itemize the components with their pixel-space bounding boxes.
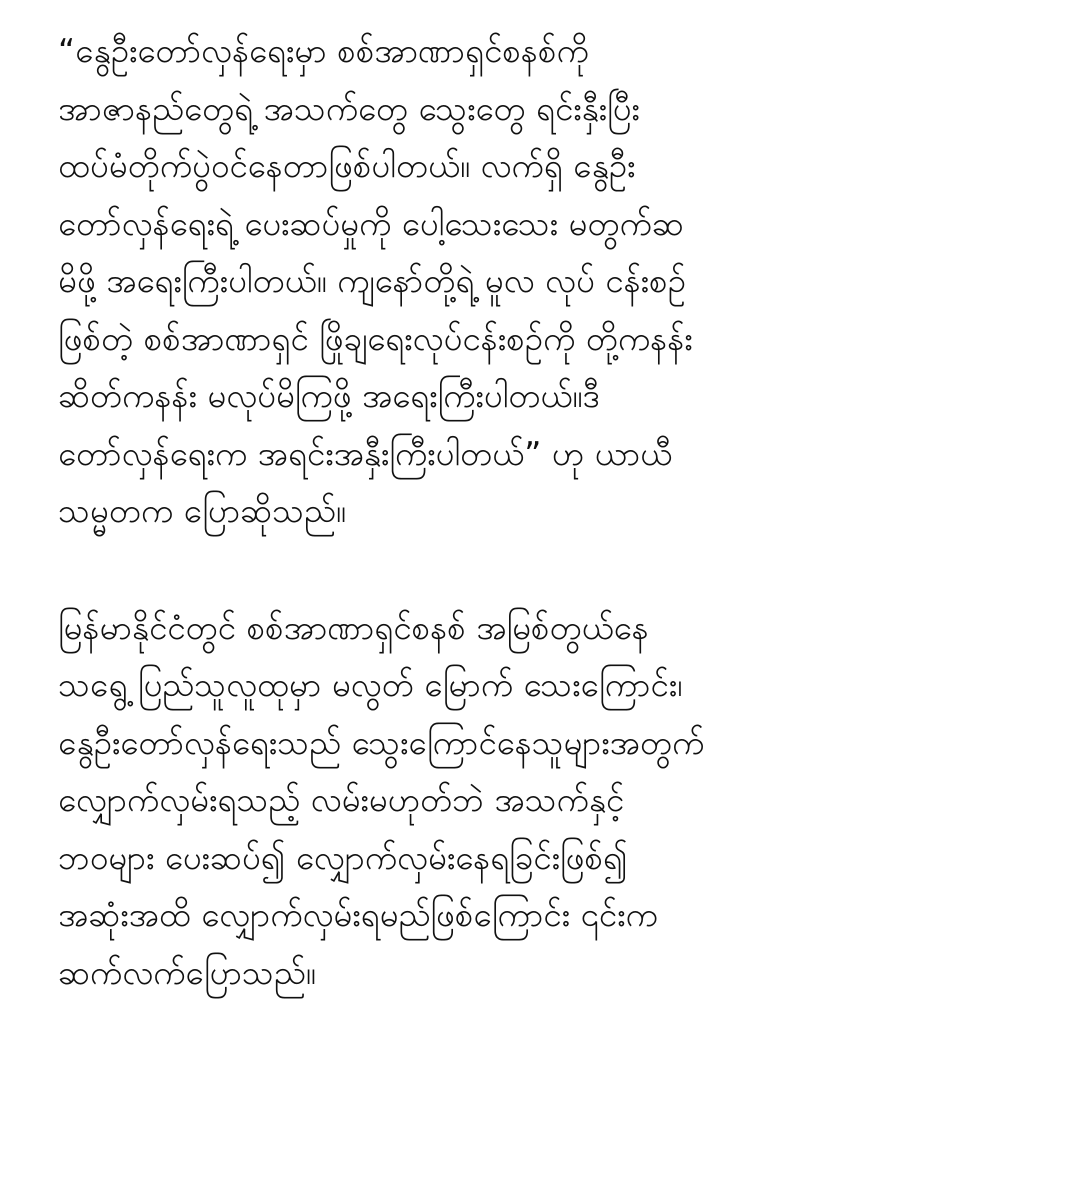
- text-line: တော်လှန်ရေးရဲ့ ပေးဆပ်မှုကို ပေါ့သေးသေး မတွက်ဆ: [58, 203, 684, 243]
- article-body: [58, 22, 1038, 1001]
- text-line: လျှောက်လှမ်းရသည့် လမ်းမဟုတ်ဘဲ အသက်နှင့်: [58, 780, 625, 819]
- paragraph-quote: [58, 22, 1038, 540]
- text-line: သမ္မတက ပြောဆိုသည်။: [58, 491, 346, 530]
- text-line: ထပ်မံတိုက်ပွဲဝင်နေတာဖြစ်ပါတယ်။ လက်ရှိ နွေဦး: [58, 146, 636, 185]
- paragraph-statement: [58, 599, 1038, 1002]
- text-line: အာဇာနည်တွေရဲ့ အသက်တွေ သွေးတွေ ရင်းနှီးပြီး: [58, 88, 640, 128]
- paragraph-spacer: [58, 540, 1038, 599]
- text-line: ဆိတ်ကနန်း မလုပ်မိကြဖို့ အရေးကြီးပါတယ်။ဒီ: [58, 376, 600, 415]
- text-line: နွေဦးတော်လှန်ရေးသည် သွေးကြောင်နေသူများအတွက်: [58, 722, 705, 762]
- text-line: အဆုံးအထိ လျှောက်လှမ်းရမည်ဖြစ်ကြောင်း ၎င်းက: [58, 895, 658, 934]
- text-line: တော်လှန်ရေးက အရင်းအနှီးကြီးပါတယ်” ဟု ယာယီ: [58, 433, 673, 473]
- text-line: သရွေ့ ပြည်သူလူထုမှာ မလွတ် မြောက် သေးကြောင်း၊: [58, 665, 683, 704]
- text-line: ဆက်လက်ပြောသည်။: [58, 952, 316, 992]
- text-line: မြန်မာနိုင်ငံတွင် စစ်အာဏာရှင်စနစ် အမြစ်တွယ်နေ: [58, 607, 649, 647]
- text-line: ဖြစ်တဲ့ စစ်အာဏာရှင် ဖြိုချရေးလုပ်ငန်းစဉ်ကို တို့ကနန်း: [58, 318, 693, 358]
- text-line: ဘဝများ ပေးဆပ်၍ လျှောက်လှမ်းနေရခြင်းဖြစ်၍: [58, 837, 628, 877]
- text-line: မိဖို့ အရေးကြီးပါတယ်။ ကျနော်တို့ရဲ့ မူလ လုပ် ငန်းစဉ်: [58, 261, 686, 300]
- text-line: “နွေဦးတော်လှန်ရေးမှာ စစ်အာဏာရှင်စနစ်ကို: [58, 31, 589, 70]
